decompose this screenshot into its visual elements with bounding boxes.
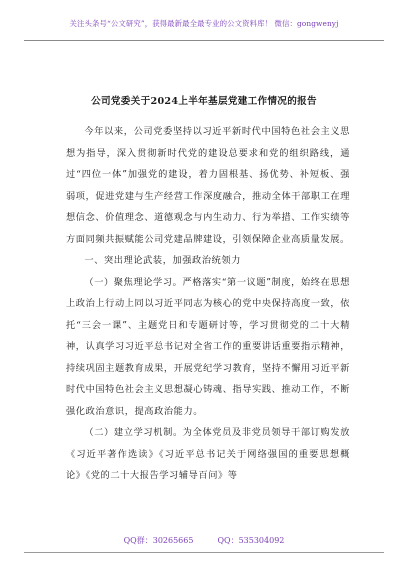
qq-group-text: QQ群：30265665 (123, 536, 194, 545)
promo-header: 关注头条号“公文研究”，获得最新最全最专业的公文资料库！ 微信：gongwenyj (69, 19, 339, 28)
contact-footer (0, 535, 408, 546)
document-body (66, 121, 350, 487)
subsection-paragraph-2: （二）建立学习机制。为全体党员及非党员领导干部订购发放《习近平著作选读》《习近平总书记关于网络强国的重要思想概论》《党的二十大报告学习辅导百问》等 (66, 427, 350, 481)
subsection-paragraph-1: （一）聚焦理论学习。严格落实“第一议题”制度，始终在思想上政治上行动上同以习近平同志为核心的党中央保持高度一致，依托“三会一课”、主题党日和专题研讨等，学习贯彻党的二十大精神，认真学习习近平总书记对全省工作的重要讲话重要指示精神，持续巩固主题教育成果，开展党纪学习教育，坚持不懈用习近平新时代中国特色社会主义思想凝心铸魂、指导实践、推动工作，不断强化政治意识，提高政治能力。 (66, 276, 350, 417)
section-heading-1: 一、突出理论武装，加强政治统领力 (84, 255, 241, 266)
document-title: 公司党委关于2024上半年基层党建工作情况的报告 (91, 96, 317, 107)
intro-paragraph: 今年以来，公司党委坚持以习近平新时代中国特色社会主义思想为指导，深入贯彻新时代党的建设总要求和党的组织路线，通过“四位一体”加强党的建设，着力固根基、扬优势、补短板、强弱项，促进党建与生产经营工作深度融合，推动全体干部职工在理想信念、价值理念、道德观念与内生动力、行为举措、工作实绩等方面同频共振赋能公司党建品牌建设，引领保障企业高质量发展。 (66, 126, 350, 245)
header-divider (24, 40, 384, 41)
footer-divider (24, 552, 384, 553)
qq-number-text: QQ：535304092 (217, 536, 285, 545)
